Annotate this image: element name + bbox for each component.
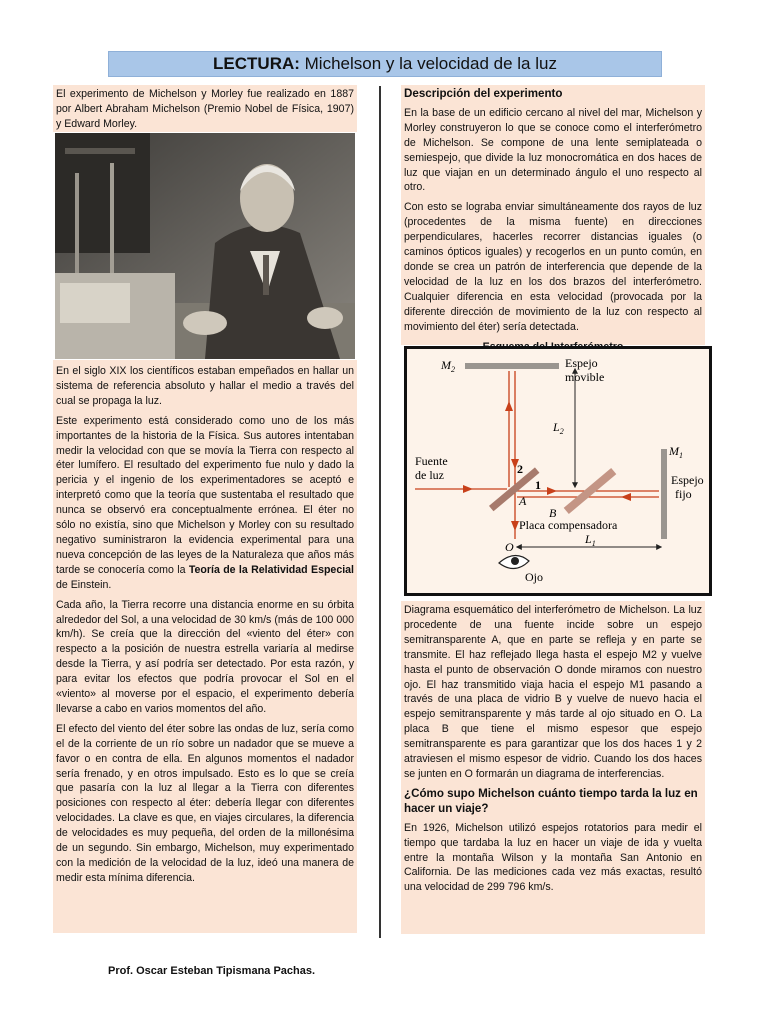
left-paragraph-2 (56, 414, 354, 593)
right-paragraph-4: En 1926, Michelson utilizó espejos rotatorios para medir el tiempo que tardaba la luz en hacer un viaje de ida y vuelta entre la montaña Wilson y la montaña San Antonio en California. De las mediciones cada vez más exactas, resultó una velocidad de 299 796 km/s. (404, 821, 702, 894)
left-paragraph-2-a: Este experimento está considerado como uno de los más importantes de la historia de la Física. Sus autores intentaban medir la velocidad con que se movía la Tierra con respecto al éter lumífero. El resultado del experimento fue nulo y dado la pericia y el ingenio de los experimentadores se aceptó e interpretó como que la teoría que sustentaba el resultado que nunca se observó era conceptualmente errónea. El éter no sólo no existía, sino que Michelson y Morley con su resultado negativo suministraron la evidencia experimental para una nueva concepción de las leyes de la Naturaleza que años más tarde se conocería como la (56, 414, 354, 576)
label-a: A (519, 494, 527, 508)
eye-pupil (511, 557, 519, 565)
label-espejo-movible-1: Espejo (565, 356, 598, 370)
photo-illustration (55, 133, 355, 359)
mirror-m1 (661, 449, 667, 539)
left-paragraph-2-b: de Einstein. (56, 578, 112, 591)
title-text: Michelson y la velocidad de la luz (299, 54, 557, 73)
left-paragraph-1: En el siglo XIX los científicos estaban empeñados en hallar un sistema de referencia absoluto y hallar el medio a través del cual se propaga la luz. (56, 365, 354, 407)
label-m2: $M_2$ (441, 358, 455, 374)
right-paragraph-2: Con esto se lograba enviar simultáneamente dos rayos de luz (procedentes de la misma fuente) en direcciones perpendiculares, hacerles recorrer distancias iguales (o caminos ópticos iguales) y recogerlos en un punto común, en donde se crea un patrón de interferencia que depende de la velocidad de la luz en los dos brazos del interferómetro. Cualquier diferencia en esta velocidad (provocada por la diferente dirección de movimiento de la luz con respecto al movimiento del éter) sería detectada. (404, 201, 702, 333)
label-l2: $L_2$ (553, 420, 564, 436)
label-ojo: Ojo (525, 570, 543, 584)
label-o: O (505, 540, 514, 554)
mirror-m2 (465, 363, 559, 369)
left-paragraph-4: El efecto del viento del éter sobre las ondas de luz, sería como el de la corriente de un río sobre un nadador que se mueve a favor o en contra de ella. En algunos momentos el nadador sería frenado, y en otros impulsado. Esto es lo que se creía que pasaría con la luz al llegar a la Tierra con diferentes posiciones con respecto al éter: debería llegar con diferentes velocidades. La clave es que, en viajes circulares, la diferencia de velocidades es muy pequeña, del orden de la millonésima de un segundo. Sin embargo, Michelson, muy experimentado con la medición de la velocidad de la luz, ideó una manera de medir esta mínima diferencia. (56, 722, 354, 884)
description-heading: Descripción del experimento (404, 87, 563, 100)
michelson-photo (55, 133, 355, 359)
arrow-up (505, 401, 513, 411)
label-l1: $L_1$ (585, 532, 596, 548)
left-column (53, 360, 357, 933)
arrow-right (547, 487, 557, 495)
label-beam-1: 1 (535, 478, 541, 492)
label-b: B (549, 506, 557, 520)
interferometer-diagram (404, 346, 712, 596)
arrow-source (463, 485, 473, 493)
right-paragraph-3: Diagrama esquemático del interferómetro de Michelson. La luz procedente de una fuente incide sobre un espejo semitransparente A, que en parte se refleja y en parte se transmite. El haz reflejado llega hasta el espejo M2 y vuelve hasta el punto de observación O donde miramos con nuestro ojo. El haz transmitido viaja hacia el espejo M1 pasando a través de una placa de vidrio B y vuelve de nuevo hacia el espejo semitransparente y más tarde al ojo situado en O. La placa B que tiene el mismo espesor que espejo semitransparente es para garantizar que los dos haces 1 y 2 atraviesen el mismo espesor de vidrio. Cuando los dos haces se junten en O formarán un diagrama de interferencias. (404, 604, 702, 780)
page-title (108, 51, 662, 77)
label-placa: Placa compensadora (519, 518, 618, 532)
label-fuente-1: Fuente (415, 454, 448, 468)
author-footer: Prof. Oscar Esteban Tipismana Pachas. (108, 965, 316, 977)
label-m1: $M_1$ (669, 444, 683, 460)
label-fuente-2: de luz (415, 468, 444, 482)
description-box (401, 85, 705, 345)
diagram-explanation-box (401, 601, 705, 934)
intro-text: El experimento de Michelson y Morley fue realizado en 1887 por Albert Abraham Michelson (Premio Nobel de Física, 1907) y Edward Morley. (56, 88, 354, 130)
interferometer-svg (407, 349, 709, 593)
label-espejo-movible-2: movible (565, 370, 605, 384)
relativity-term: Teoría de la Relatividad Especial (188, 563, 354, 576)
title-bold: LECTURA: (213, 54, 300, 73)
column-divider (379, 86, 381, 938)
right-paragraph-1: En la base de un edificio cercano al nivel del mar, Michelson y Morley construyeron lo que se conoce como el interferómetro de Michelson. Se compone de una lente semiplateada o semiespejo, que divide la luz monocromática en dos haces de luz que viajan en un determinado ángulo el uno respecto al otro. (404, 106, 702, 194)
label-beam-2: 2 (517, 462, 523, 476)
label-espejo-fijo-2: fijo (675, 487, 692, 501)
left-paragraph-3: Cada año, la Tierra recorre una distancia enorme en su órbita alrededor del Sol, a una velocidad de 30 km/s (más de 100 000 km/h). Se creía que la dirección del «viento del éter» con respecto a la posición de nuestra estrella variaría al medirse desde la Tierra, y así podría ser detectado. Por esta razón, y para evitar los efectos que podría provocar el Sol en el «viento» al moverse por el espacio, el experimento debería llevarse a cabo en varios momentos del año. (56, 598, 354, 715)
arrow-left (621, 493, 631, 501)
label-espejo-fijo-1: Espejo (671, 473, 704, 487)
time-heading: ¿Cómo supo Michelson cuánto tiempo tarda la luz en hacer un viaje? (404, 786, 698, 815)
intro-box (53, 85, 357, 132)
arrow-down-2 (511, 521, 519, 531)
